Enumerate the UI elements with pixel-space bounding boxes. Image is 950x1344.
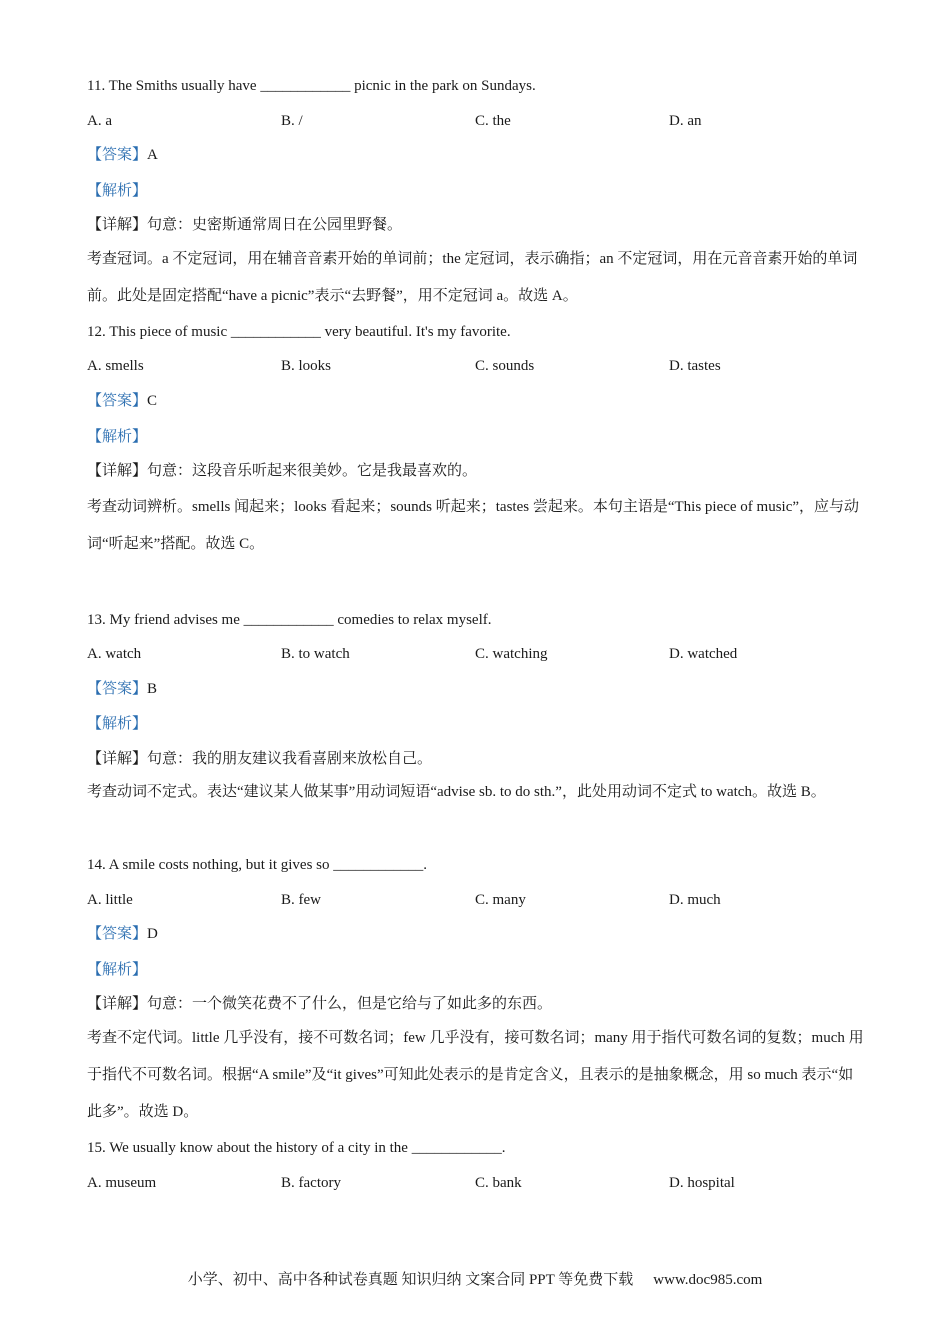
option-a: A. a [87, 113, 112, 129]
answer-line [87, 679, 864, 699]
answer-tag: 【答案】 [87, 393, 148, 409]
footer-url[interactable]: www.doc985.com [653, 1272, 763, 1288]
detail-text: 【详解】句意：我的朋友建议我看喜剧来放松自己。 [87, 751, 433, 767]
question-13-stem: 13. My friend advises me ____________ comedies to relax myself. [87, 612, 492, 628]
option-d: D. watched [669, 646, 738, 662]
option-d: D. an [669, 113, 702, 129]
page-footer [0, 1270, 950, 1290]
option-c: C. bank [475, 1175, 522, 1191]
option-c: C. watching [475, 646, 548, 662]
option-a: A. smells [87, 358, 144, 374]
option-a: A. museum [87, 1175, 157, 1191]
option-a: A. little [87, 892, 133, 908]
question-14-options [87, 890, 867, 910]
question-14-stem: 14. A smile costs nothing, but it gives so ____________. [87, 857, 428, 873]
answer-line [87, 391, 864, 411]
explanation-text: 考查不定代词。little 几乎没有，接不可数名词；few 几乎没有，接可数名词；many 用于指代可数名词的复数；much 用于指代不可数名词。根据“A smile”及“it gives”可知此处表示的是肯定含义，且表示的是抽象概念，用 so much 表示“如此多”。故选 D。 [87, 1030, 864, 1120]
option-c: C. sounds [475, 358, 535, 374]
explanation-text: 考查动词不定式。表达“建议某人做某事”用动词短语“advise sb. to do sth.”，此处用动词不定式 to watch。故选 B。 [87, 784, 826, 800]
answer-tag: 【答案】 [87, 147, 148, 163]
explanation-text: 考查动词辨析。smells 闻起来；looks 看起来；sounds 听起来；tastes 尝起来。本句主语是“This piece of music”，应与动词“听起来”搭配。故选 C。 [87, 499, 860, 552]
option-c: C. many [475, 892, 526, 908]
option-b: B. looks [281, 358, 332, 374]
answer-line [87, 145, 864, 165]
option-d: D. hospital [669, 1175, 735, 1191]
answer-line [87, 924, 864, 944]
question-11-options [87, 111, 867, 131]
analysis-tag: 【解析】 [87, 183, 148, 199]
analysis-tag: 【解析】 [87, 962, 148, 978]
answer-value: A [147, 147, 158, 163]
question-13-options [87, 644, 867, 664]
question-12-stem: 12. This piece of music ____________ very beautiful. It's my favorite. [87, 324, 511, 340]
option-b: B. few [281, 892, 321, 908]
question-15-stem: 15. We usually know about the history of a city in the ____________. [87, 1140, 506, 1156]
answer-tag: 【答案】 [87, 681, 148, 697]
option-b: B. factory [281, 1175, 341, 1191]
detail-text: 【详解】句意：一个微笑花费不了什么，但是它给与了如此多的东西。 [87, 996, 553, 1012]
footer-text: 小学、初中、高中各种试卷真题 知识归纳 文案合同 PPT 等免费下载 [187, 1272, 634, 1288]
option-d: D. tastes [669, 358, 721, 374]
answer-tag: 【答案】 [87, 926, 148, 942]
option-d: D. much [669, 892, 721, 908]
question-11-stem: 11. The Smiths usually have ____________ picnic in the park on Sundays. [87, 78, 536, 94]
question-12-options [87, 356, 867, 376]
explanation-text: 考查冠词。a 不定冠词，用在辅音音素开始的单词前；the 定冠词，表示确指；an 不定冠词，用在元音音素开始的单词前。此处是固定搭配“have a picnic”表示“去野餐”，用不定冠词 a。故选 A。 [87, 251, 858, 304]
analysis-tag: 【解析】 [87, 429, 148, 445]
answer-value: B [147, 681, 158, 697]
analysis-tag: 【解析】 [87, 716, 148, 732]
option-b: B. to watch [281, 646, 350, 662]
option-c: C. the [475, 113, 511, 129]
detail-text: 【详解】句意：这段音乐听起来很美妙。它是我最喜欢的。 [87, 463, 478, 479]
option-a: A. watch [87, 646, 142, 662]
detail-text: 【详解】句意：史密斯通常周日在公园里野餐。 [87, 217, 403, 233]
option-b: B. / [281, 113, 303, 129]
answer-value: D [147, 926, 158, 942]
question-15-options [87, 1173, 867, 1193]
answer-value: C [147, 393, 158, 409]
